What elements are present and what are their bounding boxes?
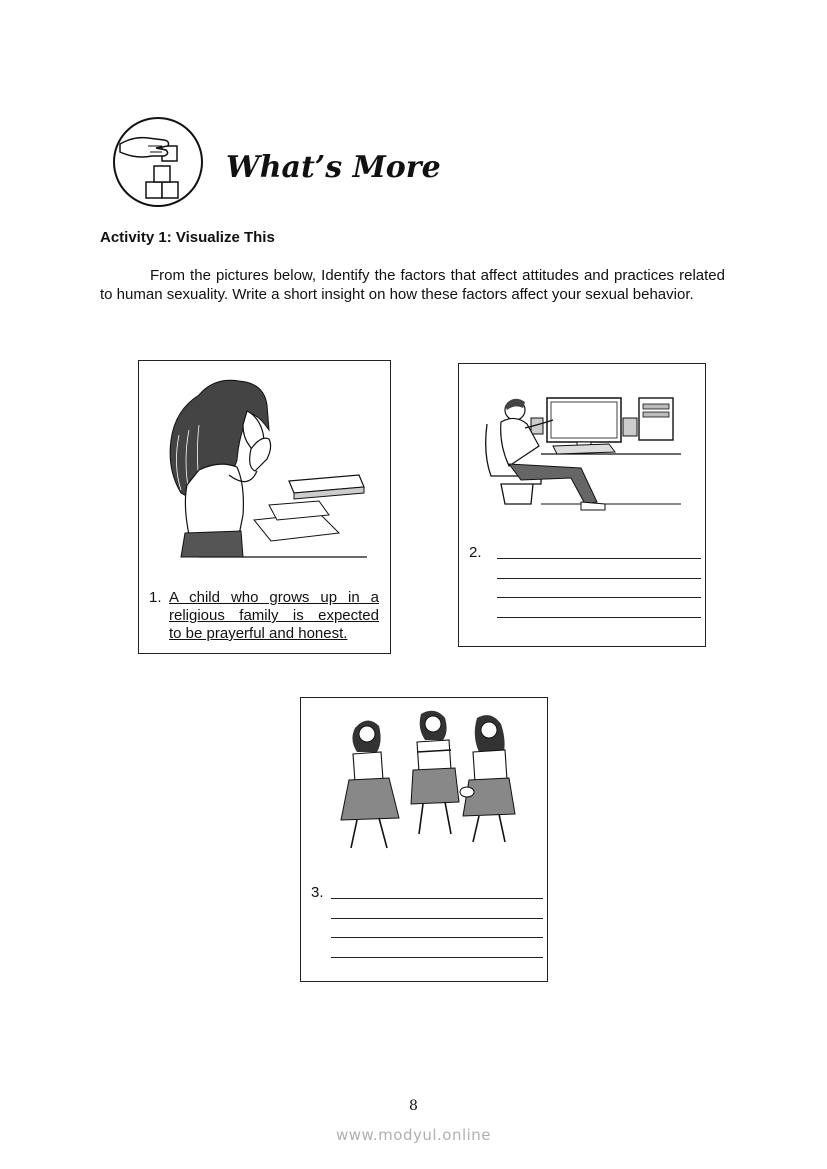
blank-answer-line (331, 918, 543, 919)
answer-number: 1. (149, 589, 162, 606)
activity-instructions: From the pictures below, Identify the factors that affect attitudes and practices related to human sexuality. Write a short insight on how these factors affect your sexual behavior. (100, 267, 725, 303)
answer-line: religious family is expected (169, 607, 379, 624)
picture-card-3 (300, 697, 548, 982)
blank-answer-line (497, 558, 701, 559)
girl-praying-icon (159, 375, 369, 565)
answer-line: to be prayerful and honest. (169, 625, 348, 642)
answer-number: 2. (469, 544, 482, 561)
picture-card-2 (458, 363, 706, 647)
boy-at-computer-icon (481, 384, 686, 524)
answer-1 (149, 589, 379, 643)
page-number: 8 (409, 1098, 418, 1114)
three-girls-talking-icon (327, 708, 527, 858)
answer-3-blank[interactable] (311, 884, 541, 964)
picture-card-1 (138, 360, 391, 654)
section-title: What’s More (226, 150, 441, 185)
answer-2-blank[interactable] (469, 544, 699, 624)
answer-number: 3. (311, 884, 324, 901)
blank-answer-line (331, 898, 543, 899)
blank-answer-line (497, 597, 701, 598)
blank-answer-line (331, 937, 543, 938)
blank-answer-line (331, 957, 543, 958)
blank-answer-line (497, 578, 701, 579)
blank-answer-line (497, 617, 701, 618)
activity-title: Activity 1: Visualize This (100, 229, 275, 246)
watermark: www.modyul.online (335, 1126, 492, 1144)
hand-stacking-blocks-icon (112, 116, 204, 208)
answer-line: A child who grows up in a (169, 589, 379, 606)
